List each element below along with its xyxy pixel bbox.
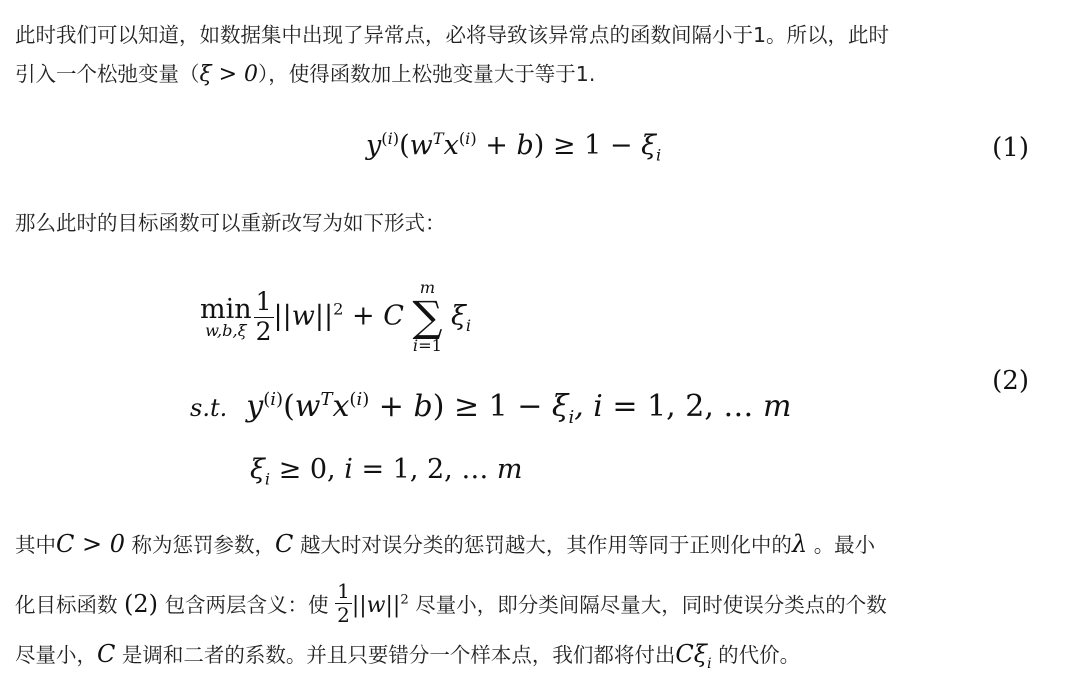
equation-1-number: (1) <box>992 133 1029 163</box>
text-segment: 是调和二者的系数。并且只要错分一个样本点，我们都将付出 <box>121 643 676 667</box>
paragraph-1-line-1: 此时我们可以知道，如数据集中出现了异常点，必将导致该异常点的函数间隔小于1。所以，此时 <box>15 23 890 47</box>
inline-math-lambda: λ <box>791 530 808 558</box>
inline-math-half-norm: $\frac{1}{2}$ $||w||^2$ <box>337 579 409 627</box>
paragraph-1-line-2 <box>15 64 595 86</box>
text-segment: ），使得函数加上松弛变量大于等于1. <box>258 62 596 86</box>
inline-math-C: C <box>97 640 116 668</box>
equation-2-number: (2) <box>992 366 1029 396</box>
paragraph-3-line-3 <box>15 640 801 672</box>
text-segment: 其中 <box>15 533 56 557</box>
paragraph-2: 那么此时的目标函数可以重新改写为如下形式： <box>15 211 446 235</box>
equation-2-constraint: s.t. $y^{(i)}(w^Tx^{(i)} + b) \ge 1 - \xi_i$, i = 1, 2, … m <box>190 389 792 428</box>
equation-2-nonnegativity: $\xi_i \ge 0$, i = 1, 2, … m <box>250 454 523 489</box>
text-segment: 越大时对误分类的惩罚越大，其作用等同于正则化中的 <box>299 533 792 557</box>
paragraph-3-line-1 <box>15 532 875 556</box>
equation-2-objective: min w,b,ξ $\frac{1}{2}$ $||w||^2 + C$ m ∑ i=1 $\xi_i$ <box>200 278 472 356</box>
inline-math-xi-positive: ξ > 0 <box>199 62 259 87</box>
inline-math-eq-ref: (2) <box>124 590 159 618</box>
inline-math-C: C <box>275 530 294 558</box>
text-segment: 。最小 <box>813 533 876 557</box>
text-segment: 的代价。 <box>718 643 801 667</box>
text-segment: 包含两层含义：使 <box>164 593 329 617</box>
subject-to-label: s.t. <box>190 394 228 422</box>
text-segment: 尽量小，即分类间隔尽量大，同时使误分类点的个数 <box>415 593 887 617</box>
text-segment: 尽量小， <box>15 643 97 667</box>
text-segment: 引入一个松弛变量（ <box>15 62 200 86</box>
paragraph-3-line-2 <box>15 580 887 627</box>
inline-math-C-positive: C > 0 <box>56 530 125 558</box>
inline-math-C-xi: $C\xi_i$ <box>675 640 712 672</box>
text-segment: 称为惩罚参数， <box>131 533 276 557</box>
text-segment: 化目标函数 <box>15 593 118 617</box>
equation-1: $y^{(i)}(w^Tx^{(i)} + b) \ge 1 - \xi_i$ <box>366 129 662 165</box>
